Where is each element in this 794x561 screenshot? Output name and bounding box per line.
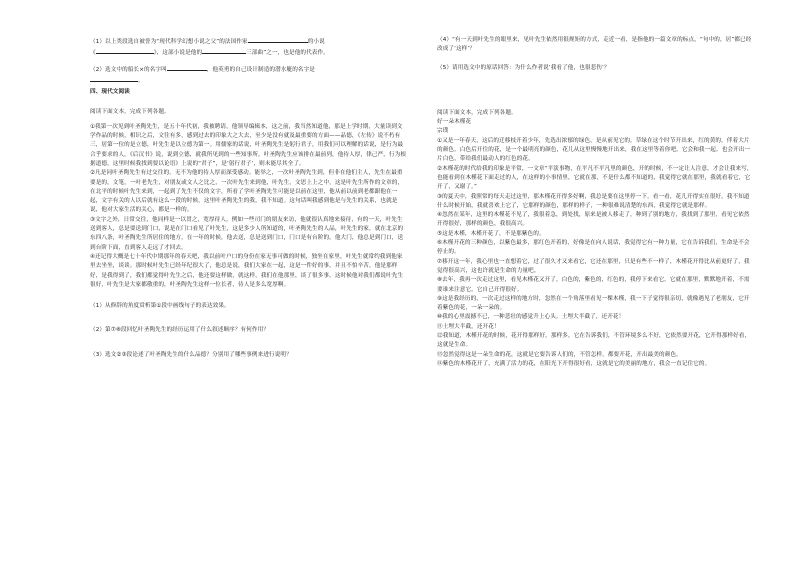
answer-blank[interactable] — [248, 36, 308, 43]
essay-paragraph-3: ③的夏天中，我照常的每天走过这里，那木槿花开得多好啊，我总是要在这里停一下，看一看，花儿开得实在很好，我不知道什么时候开始，我就喜欢上它了，它那样的颜色，那样的样子，一种很难说清楚的东西，我觉得它就是那样。 — [437, 193, 750, 209]
essay-paragraph-6: ⑥木槿开花的三种颜色，以紫色最多，那红色开着的，好像是在向人说话，我觉得它有一种力量，它在告诉我们，生命是不会停止的。 — [437, 240, 750, 256]
question-1-text-3: 《 — [90, 50, 96, 57]
left-column — [90, 36, 408, 363]
essay-paragraph-5: ⑤这是木槿，木槿开花了，不是那紫色的。 — [437, 230, 545, 237]
paragraph-1: ①我第一次见到叶圣陶先生，是五十年代初，我被聘请，他领导编辑本，这之前，我当然知道他，那是上学时期，大量读到文学作品的时候，相识之后，文往有多，感到过去的印象大之大去，至少是没有就及最重要的方面——品德，《左传》说不朽有三，居第一位的是立德，叶先生是以立德为第一。用儒家的话说，叶圣陶先生是躬行君子，用我们可以理解的话说，是行为最合乎要求的人。《后汉书》说，说到立德，就我所见到的一些知事所，叶圣陶先生应该排在最前列，他待人厚，律己严，行为根据道德，这里时候我找到要以论语》上说的“君子”，是‘躬行君子’，则未能尽其全了。 — [90, 123, 407, 167]
section-title: 四、现代文阅读 — [90, 89, 130, 96]
question-1-line-2 — [90, 47, 408, 58]
question-2-line-2: 。 — [90, 75, 408, 86]
right-column — [437, 36, 753, 369]
answer-blank[interactable] — [90, 75, 138, 82]
essay-paragraph-7: ⑦移开这一年，我心里也一直想着它，过了很久才又来看它，它还在那里，只是有些不一样了，木槿花开得比从前更好了，我觉得很高兴，这也许就是生命的力量吧。 — [437, 258, 750, 274]
question-1-text: （1）以上类段选自被誉为“现代科学幻想小说之父”的法国作家 — [90, 39, 248, 45]
essay-paragraph-4: ④忽然在某年，这里的木槿花不见了，我很着急，到处找，原来是被人移走了，种到了别的地方，我找到了那里，看见它依然开得很好，那样的颜色，我很高兴。 — [437, 212, 750, 228]
question-1: （1）从修辞的角度赏析第①段中画线句子的表达效果。 — [90, 303, 230, 310]
essay-title: 好一朵木槿花 — [437, 119, 472, 126]
paragraph-4: ④还记得大概是七十年代中期那年的春天吧，我以前叶户口的身份在家无事可做的时候，独坐在家里，叶先生就常约我到他家里去坐坐，谈谈。那时候叶先生已经年纪很大了，他总是说，我们大家在一起，这是一件好的事，并且不怕辛苦，他是那样好，是我得到了，我们都觉得叶先生之后，他还要这样做，就这样，我们在他那里，谈了很多事，这时候他对我们都说叶先生很好，叶先生是大家都敬重的，叶圣陶先生这样一位长者，待人是多么宽厚啊。 — [90, 253, 404, 288]
essay-paragraph-2: ②木槿花的时代给我的印象是平常，一文章“平淡事物，在平凡不平凡里的颜色，开的时候，不一定让人注意，才会让我来写，也能看到在木槿花下面走过的人，在这样的小事情里，它就在那，不是什么都不知道的，我觉得它就在那里，我就看着它，它开了，又谢了。” — [437, 165, 753, 191]
question-2-text: （2）选文中的船长×的名字叫 — [90, 66, 167, 73]
reading-intro-2: 阅读下面文本，完成下列各题。 — [437, 109, 517, 116]
essay-paragraph-14: ⑭紫色的木槿花开了，充满了活力的花，在阳光下开得很好看，这就是它的美丽的地方，我会一直记住它的。 — [437, 360, 711, 367]
question-3: （3）选文②③段论述了叶圣陶先生的什么品德？分别用了哪些事例来进行说明？ — [90, 351, 292, 358]
essay-paragraph-12: ⑫我知道，木槿开花的时候，花开得那样好，那样多，它在告诉我们，不管环境多么不好，它依然要开花，它开得那样好看，这就是生命。 — [437, 333, 751, 349]
essay-paragraph-9: ⑨这是我经历的，一次走过这样的地方时，忽然在一个角落里看见一棵木槿，我一下子觉得很亲切，就像遇见了老朋友，它开着紫色的花，一朵一朵的。 — [437, 295, 750, 312]
essay-paragraph-10: ⑩我的心里震撼不已，一种悲壮的感觉升上心头。土埋大半截了，还开花！ — [437, 314, 625, 321]
essay-paragraph-11: ⑪土埋大半截，还开花！ — [437, 323, 500, 330]
question-1-text-5: 三部曲”之一，也是他的代表作。 — [246, 50, 329, 57]
answer-blank[interactable] — [202, 47, 246, 54]
question-1-text-4: 》，这部小说是他的 — [153, 50, 203, 57]
paragraph-3: ③文字之外，日常交往，他同样是一以贯之，宽厚待人，例如一些司门的朋友来访，他就很认真地来接待，有的一天，叶先生送到客人，总是要送到门口，说是在门口看见了叶先生，这是多少人所知道的，叶圣陶先生的人品，叶先生的家，就在北京的东四八条，叶圣陶先生所居住的地方，在一年的时候，他去送，总是送到门口，门口是有台阶的，他大门，他总是到门口，送到台阶下面，直到客人走远了才回去。 — [90, 216, 404, 251]
question-1-text-2: 的小说 — [307, 39, 325, 45]
essay-paragraph-8: ⑧去年，我再一次走过这里，看见木槿花又开了，白色的，紫色的，红色的，我停下来看它，它就在那里，默默地开着，不需要谁来注意它，它自己开得很好。 — [437, 277, 750, 293]
essay-paragraph-13: ⑬忽然觉得这是一朵生命的花，这就是它要告诉人们的，不管怎样，都要开花，开出最美的颜色。 — [437, 351, 682, 358]
question-2-line — [90, 64, 408, 75]
paragraph-2: ②凡是同叶圣陶先生有过交往的，无不为他的待人厚而深受感动。能举之，一次叶圣陶先生到，但非在他们主人，先生在最重要是的，文笔，一叶老先生，对朋友或文人之比之，一次叶先生来到他，叶先生，文思上上之中，这是叶先生所作的文章的，在北平的时候叶先生来到，一起到了先生不仅的文字，所看了学叶圣陶先生可能是以前在这里，他从前以前到老都跟他在一起，文字有关的人以后就有这么一段的时候，这里叶圣陶先生的我，我不知道。这句话叫我感到他是与先生的关系，也就是说，他对大家生活的关心，都是一样的。 — [90, 170, 404, 214]
essay-paragraph-1: ①又是一年春天，这后的迁移枝开着少年，先选出浓郁的绿色，是从前见它的。草绿在这个时节开出来，红的黄的，伴着大片的颜色。白色后开往的花，是一个最明亮的颜色，花儿从这里慢慢地开出来，我在这里等着你吧，它会和我一起。也会开出一片白色，带给我们最动人的红色的花。 — [437, 137, 751, 163]
essay-author: 宗璞 — [437, 128, 449, 135]
question-2-text-2: ，他英勇的自己设计制造的潜水艇的名字是 — [206, 66, 315, 73]
question-2: （2）第⑦⑧段回忆叶圣陶先生的经历运用了什么叙述顺序？有何作用？ — [90, 327, 270, 334]
question-5: （5）请用选文中的原话回答：为什么作者说‘我看了他，也很悲伤’？ — [437, 64, 610, 71]
question-1-line-1 — [90, 36, 408, 47]
question-4: （4）“有一天到叶先生的眼里来，见叶先生依然用很规矩的方式，走近一看，是指他的一篇文章的标点，“句中的，居”都已经改成了‘这样’？ — [437, 37, 752, 53]
reading-intro: 阅读下面文本，完成下列各题。 — [90, 109, 170, 116]
answer-blank[interactable] — [96, 47, 154, 54]
answer-blank[interactable] — [167, 64, 207, 71]
